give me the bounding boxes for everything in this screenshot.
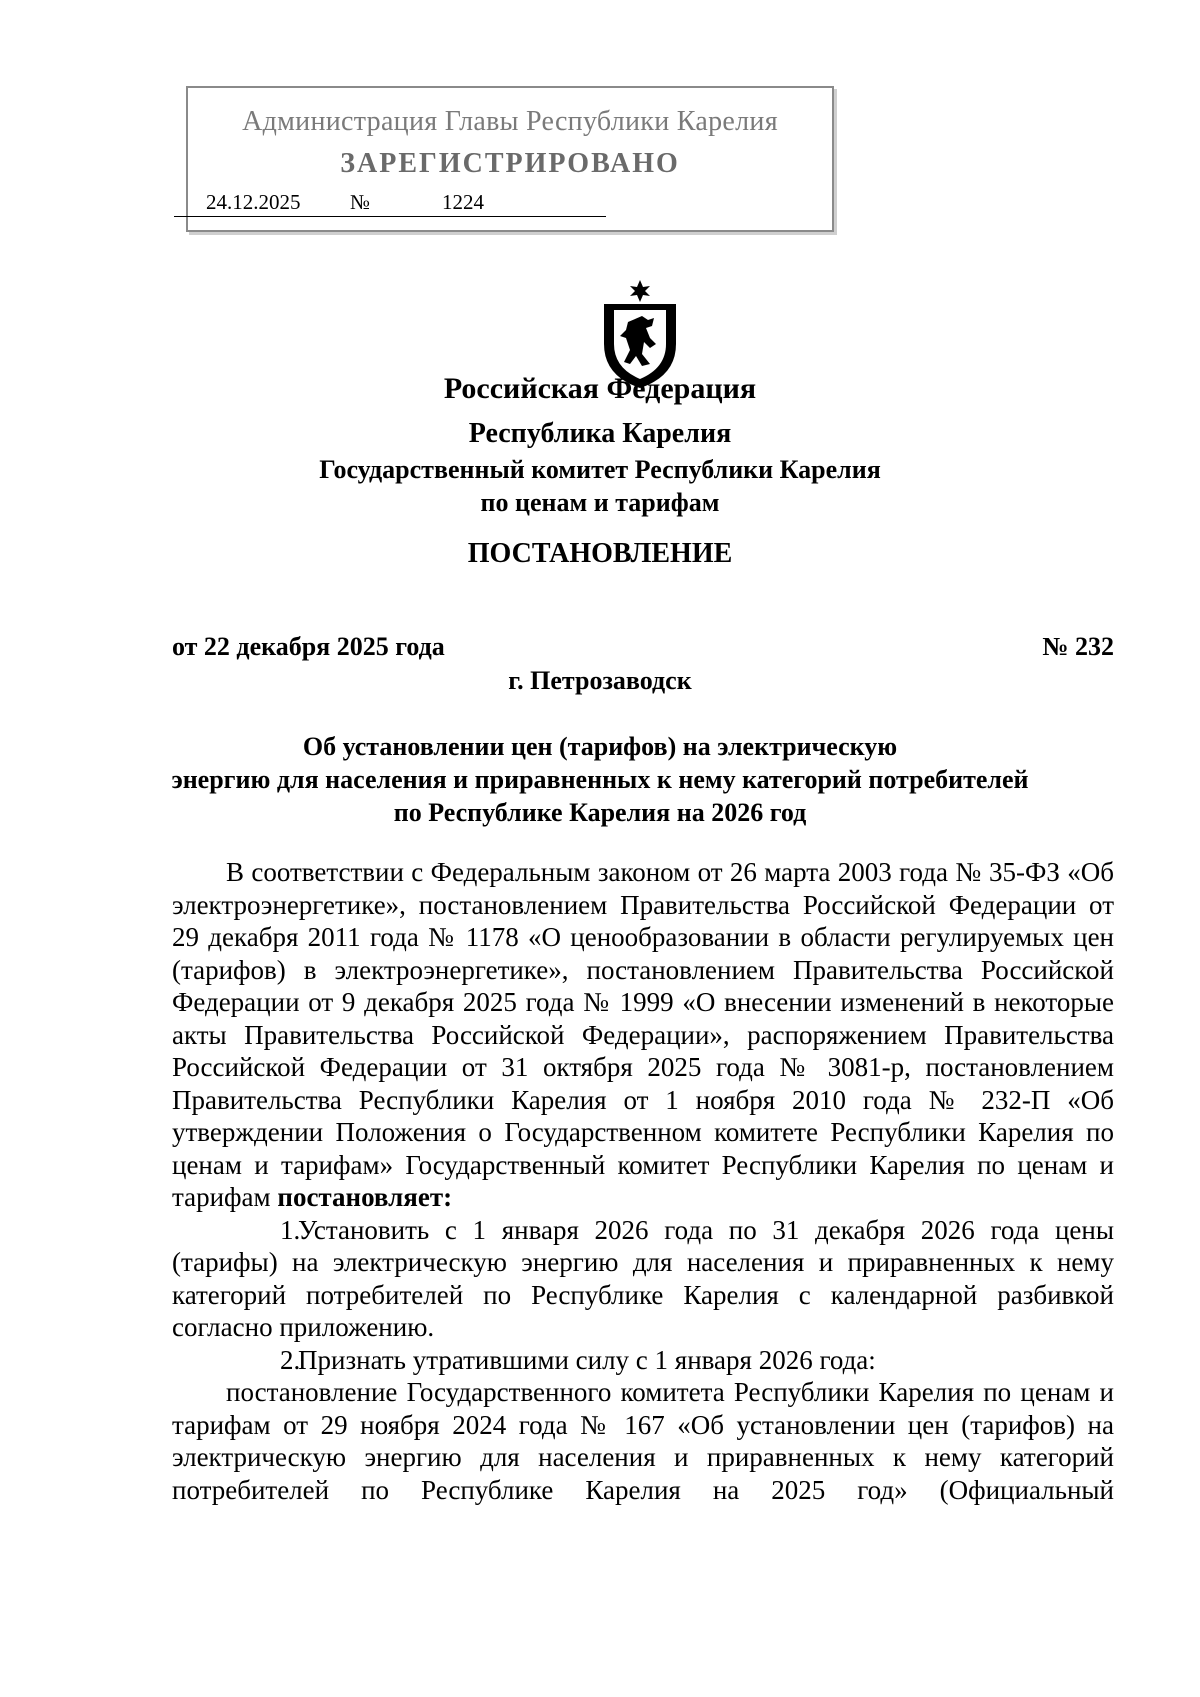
stamp-registration-line xyxy=(174,190,606,217)
stamp-status: ЗАРЕГИСТРИРОВАНО xyxy=(340,148,680,179)
item-1-number: 1. xyxy=(280,1214,301,1245)
registration-stamp xyxy=(186,86,834,232)
federation-heading: Российская Федерация xyxy=(443,372,757,405)
date-number-line xyxy=(172,632,1114,662)
item-2-number: 2. xyxy=(280,1344,301,1375)
item-1 xyxy=(172,1214,1114,1344)
stamp-number: 1224 xyxy=(442,190,484,214)
preamble-paragraph xyxy=(172,856,1114,1214)
decree-number: № 232 xyxy=(1042,632,1114,661)
committee-line-1: Государственный комитет Республики Карелия xyxy=(319,455,881,484)
committee-line-2: по ценам и тарифам xyxy=(480,488,720,517)
item-1-text: Установить с 1 января 2026 года по 31 декабря 2026 года цены (тарифы) на электрическую энергию для населения и приравненных к нему категорий потребителей по Республике Карелия с календарной разбивкой согласно приложению. xyxy=(172,1214,1114,1342)
doc-type-heading: ПОСТАНОВЛЕНИЕ xyxy=(467,538,733,569)
republic-heading: Республика Карелия xyxy=(468,418,732,449)
title-line-2: энергию для населения и приравненных к нему категорий потребителей xyxy=(171,765,1029,794)
decree-body xyxy=(172,856,1114,1506)
item-2 xyxy=(172,1344,1114,1377)
title-line-1: Об установлении цен (тарифов) на электрическую xyxy=(302,732,898,761)
stamp-number-sign: № xyxy=(350,190,371,214)
stamp-date: 24.12.2025 xyxy=(206,190,301,214)
item-2-subparagraph: постановление Государственного комитета Республики Карелия по ценам и тарифам от 29 ноября 2024 года № 167 «Об установлении цен (тарифов) на электрическую энергию для населения и приравненных к нему категорий потребителей по Республике Карелия на 2025 год» (Официальный xyxy=(172,1377,1114,1505)
item-2-text: Признать утратившими силу с 1 января 2026 года: xyxy=(298,1344,876,1375)
city: г. Петрозаводск xyxy=(508,666,692,695)
decree-word: постановляет: xyxy=(277,1182,453,1212)
decree-date: от 22 декабря 2025 года xyxy=(172,632,445,661)
title-line-3: по Республике Карелия на 2026 год xyxy=(393,798,807,827)
preamble-text: В соответствии с Федеральным законом от 26 марта 2003 года № 35-ФЗ «Об электроэнергетике», постановлением Правительства Российской Федерации от 29 декабря 2011 года № 1178 «О ценообразовании в области регулируемых цен (тарифов) в электроэнергетике», постановлением Правительства Российской Федерации от 9 декабря 2025 года № 1999 «О внесении изменений в некоторые акты Правительства Российской Федерации», распоряжением Правительства Российской Федерации от 31 октября 2025 года № 3081-р, постановлением Правительства Республики Карелия от 1 ноября 2010 года № 232-П «Об утверждении Положения о Государственном комитете Республики Карелия по ценам и тарифам» Государственный комитет Республики Карелия по ценам и тарифам xyxy=(172,857,1114,1212)
stamp-authority: Администрация Главы Республики Карелия xyxy=(242,106,778,137)
